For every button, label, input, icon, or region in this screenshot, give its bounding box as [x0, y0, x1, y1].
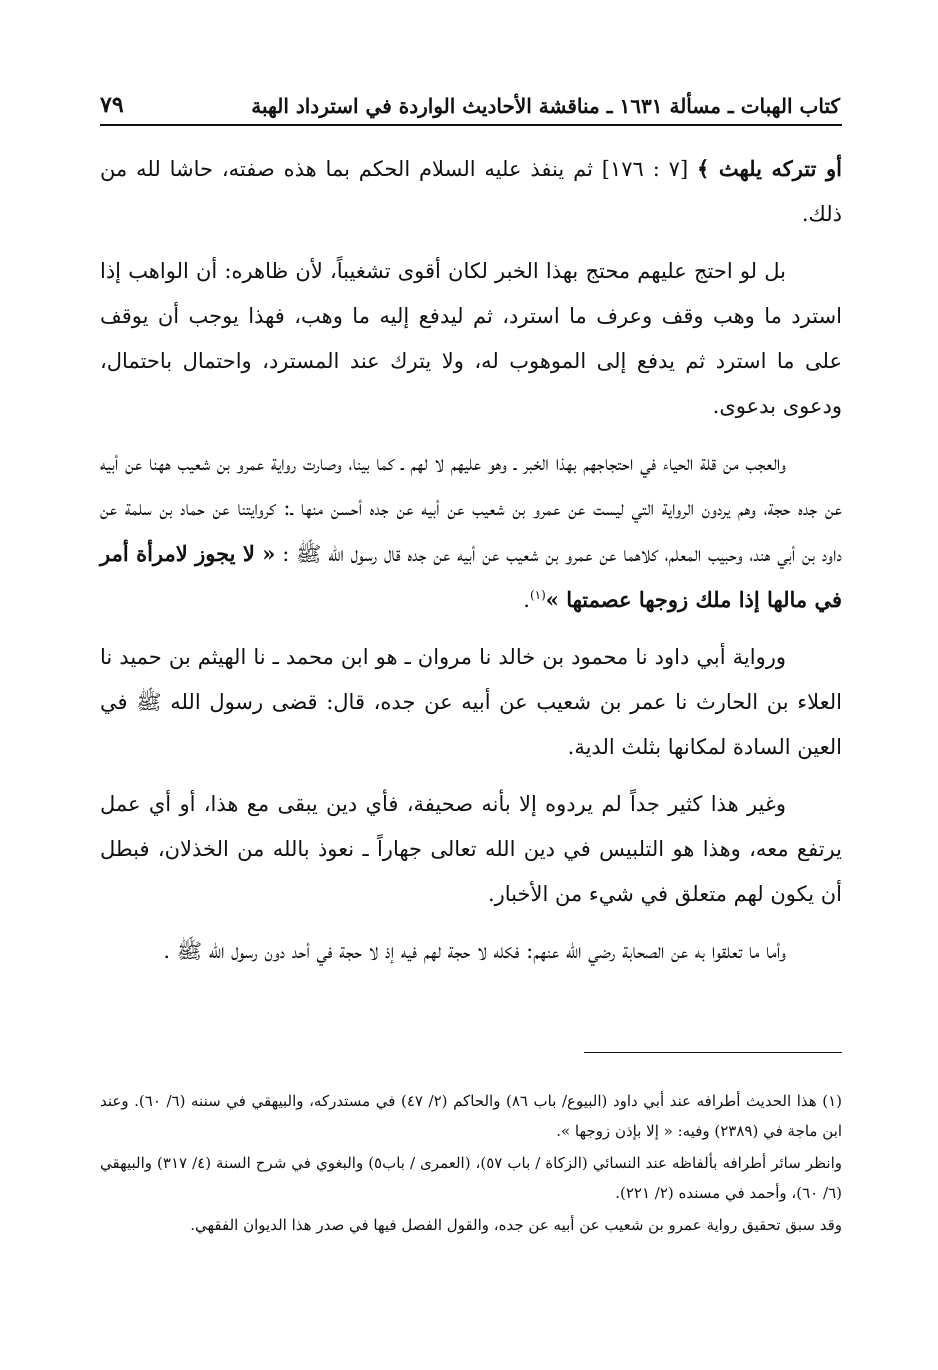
page-number: ٧٩	[100, 92, 124, 118]
paragraph-3-end: .	[523, 588, 530, 612]
footnote-separator	[584, 1052, 842, 1053]
footnote-3: وقد سبق تحقيق رواية عمرو بن شعيب عن أبيه عن جده، والقول الفصل فيها في صدر هذا الديوان الفقهي.	[190, 1216, 842, 1234]
hadith-quote: « لا يجوز لامرأة أمر في مالها إذا ملك زوجها عصمتها »	[100, 541, 842, 612]
paragraph-2: بل لو احتج عليهم محتج بهذا الخبر لكان أقوى تشغيباً، لأن ظاهره: أن الواهب إذا استرد ما وهب وقف وعرف ما استرد، ثم ليدفع إليه ما وهب، فهذا يوجب أن يوقف على ما استرد ثم يدفع إلى الموهوب له، ولا يترك عند المسترد، واحتمال باحتمال، ودعوى بدعوى.	[100, 259, 842, 418]
header-title: كتاب الهبات ـ مسألة ١٦٣١ ـ مناقشة الأحاديث الواردة في استرداد الهبة	[251, 94, 840, 118]
main-text	[100, 146, 842, 986]
footnotes	[100, 1086, 842, 1242]
paragraph-4: ورواية أبي داود نا محمود بن خالد نا مروان ـ هو ابن محمد ـ نا الهيثم بن حميد نا العلاء بن الحارث نا عمر بن شعيب عن أبيه عن جده، قال: قضى رسول الله ﷺ في العين السادة لمكانها بثلث الدية.	[100, 645, 842, 759]
paragraph-5: وغير هذا كثير جداً لم يردوه إلا بأنه صحيفة، فأي دين يبقى مع هذا، أو أي عمل يرتفع معه، وهذا هو التلبيس في دين الله تعالى جهاراً ـ نعوذ بالله من الخذلان، فبطل أن يكون لهم متعلق في شيء من الأخبار.	[100, 792, 842, 906]
running-header	[100, 72, 840, 118]
quran-quote: أو تتركه يلهث ﴾	[697, 156, 842, 181]
header-rule	[100, 124, 842, 126]
footnote-2: وانظر سائر أطرافه بألفاظه عند النسائي (الزكاة / باب ٥٧)، (العمرى / باب٥) والبغوي في شرح السنة (٤/ ٣١٧) والبيهقي (٦/ ٦٠)، وأحمد في مسنده (٢/ ٢٢١).	[100, 1154, 842, 1202]
paragraph-1-text: [٧ : ١٧٦] ثم ينفذ عليه السلام الحكم بما هذه صفته، حاشا لله من ذلك.	[100, 157, 842, 226]
paragraph-1	[100, 146, 842, 237]
paragraph-3-text: والعجب من قلة الحياء في احتجاجهم بهذا الخبر ـ وهو عليهم لا لهم ـ كما بينا، وصارت رواية عمرو بن شعيب ههنا عن أبيه عن جده حجة، وهم يردون الرواية التي ليست عن عمرو بن شعيب عن أبيه عن جده أحسن منها ـ: كروايتنا عن حماد بن سلمة عن داود بن أبي هند، وحبيب المعلم، كلاهما عن عمرو بن شعيب عن أبيه عن جده قال رسول الله ﷺ :	[100, 451, 842, 566]
footnote-1: (١) هذا الحديث أطرافه عند أبي داود (البيوع/ باب ٨٦) والحاكم (٢/ ٤٧) في مستدركه، والبيهقي في سننه (٦/ ٦٠). وعند ابن ماجة في (٢٣٨٩) وفيه: « إلا بإذن زوجها ».	[100, 1092, 842, 1140]
paragraph-6: وأما ما تعلقوا به عن الصحابة رضي الله عنهم: فكله لا حجة لهم فيه إذ لا حجة في أحد دون رسول الله ﷺ .	[163, 939, 786, 963]
paragraph-3	[100, 441, 842, 623]
footnote-ref[interactable]: (١)	[529, 588, 546, 602]
